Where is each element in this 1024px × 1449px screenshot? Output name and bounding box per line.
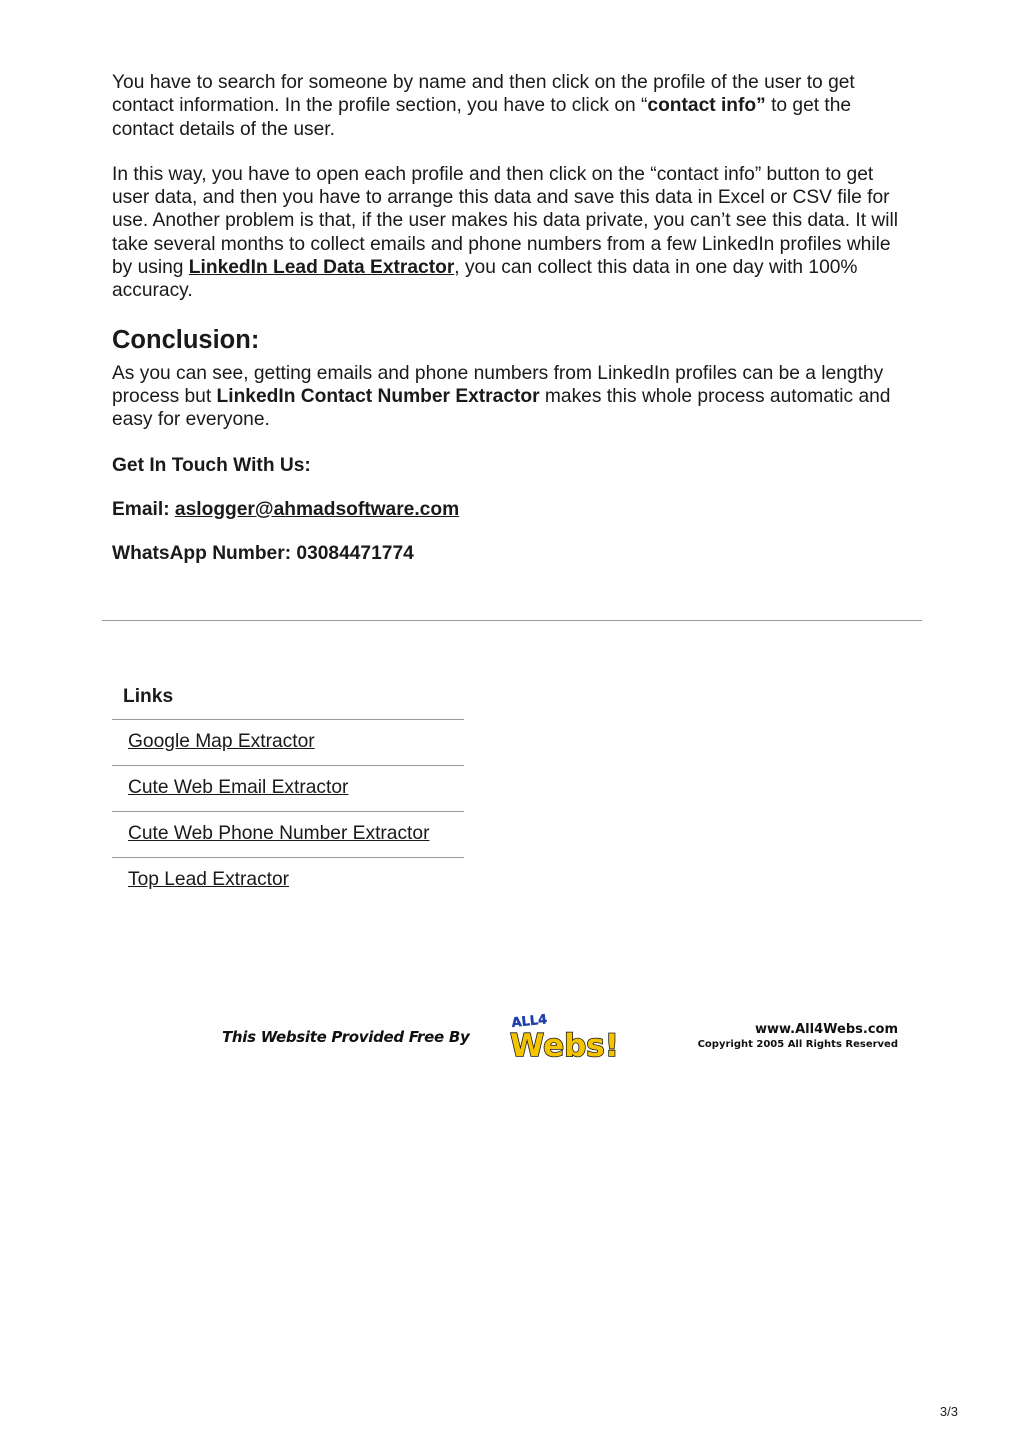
- all4webs-logo: [508, 1012, 620, 1060]
- get-in-touch-heading: Get In Touch With Us:: [112, 454, 311, 476]
- whatsapp-line: WhatsApp Number: 03084471774: [112, 543, 414, 565]
- contact-number-extractor-bold: LinkedIn Contact Number Extractor: [216, 385, 540, 407]
- banner-provided-by-text: This Website Provided Free By: [222, 1028, 470, 1046]
- paragraph-search-profile: You have to search for someone by name and then click on the profile of the user to get contact information. In the profile section, you have to click on “contact info” to get the contact details of the user.: [112, 72, 855, 140]
- contact-info-bold: contact info”: [647, 95, 766, 117]
- paragraph-conclusion: As you can see, getting emails and phone numbers from LinkedIn profiles can be a lengthy process but LinkedIn Contact Number Extractor makes this whole process automatic and easy for everyone.: [112, 362, 891, 431]
- linkedin-lead-data-extractor-link[interactable]: LinkedIn Lead Data Extractor: [188, 257, 455, 279]
- links-item: [112, 720, 464, 766]
- links-heading: Links: [112, 684, 464, 720]
- top-lead-extractor-link[interactable]: Top Lead Extractor: [128, 869, 290, 890]
- all4webs-banner[interactable]: [222, 1012, 902, 1062]
- logo-webs-text: Webs!: [510, 1028, 619, 1060]
- google-map-extractor-link[interactable]: Google Map Extractor: [128, 731, 315, 752]
- conclusion-heading: Conclusion:: [112, 325, 260, 354]
- banner-copyright: Copyright 2005 All Rights Reserved: [697, 1039, 898, 1050]
- links-item: [112, 812, 464, 858]
- horizontal-divider: [102, 620, 922, 621]
- links-item: [112, 766, 464, 812]
- page-number: 3/3: [939, 1404, 958, 1419]
- banner-right-text: [698, 1022, 898, 1051]
- cute-web-email-extractor-link[interactable]: Cute Web Email Extractor: [128, 777, 349, 798]
- email-link[interactable]: aslogger@ahmadsoftware.com: [174, 498, 460, 520]
- banner-url: www.All4Webs.com: [754, 1022, 898, 1037]
- cute-web-phone-number-extractor-link[interactable]: Cute Web Phone Number Extractor: [128, 823, 430, 844]
- article-content: [112, 71, 912, 586]
- logo-all4-text: ALL4: [510, 1012, 548, 1031]
- paragraph-open-profiles: In this way, you have to open each profile and then click on the “contact info” button to get user data, and then you have to arrange this data and save this data in Excel or CSV file for use. Another problem is that, if the user makes his data private, you can’t see this data. It will take several months to collect emails and phone numbers from a few LinkedIn profiles while by using LinkedIn Lead Data Extractor, you can collect this data in one day with 100% accuracy.: [112, 163, 899, 302]
- links-item: [112, 858, 464, 903]
- email-line: Email: aslogger@ahmadsoftware.com: [112, 498, 460, 520]
- links-widget: [112, 684, 464, 903]
